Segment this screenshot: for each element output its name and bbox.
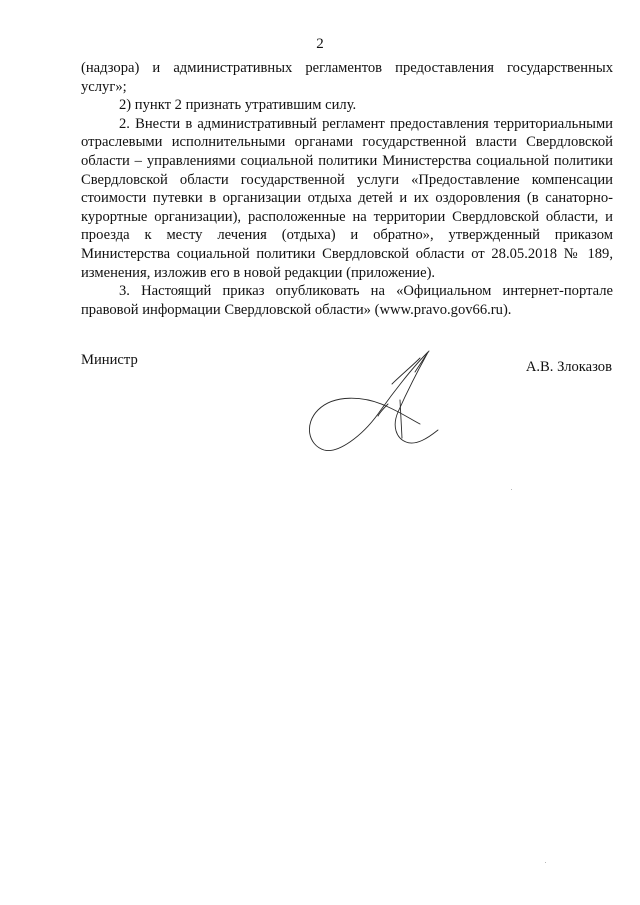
handwritten-signature-icon bbox=[300, 346, 450, 466]
paragraph-item-3: 3. Настоящий приказ опубликовать на «Официальном интернет-портале правовой информации Свердловской области» (www.pravo.gov66.ru). bbox=[81, 283, 613, 318]
document-body bbox=[81, 59, 613, 319]
signatory-name: А.В. Злоказов bbox=[525, 359, 612, 375]
page-number: 2 bbox=[316, 36, 324, 52]
scan-speck bbox=[545, 862, 546, 863]
paragraph-item-2: 2. Внести в административный регламент предоставления территориальными отраслевыми исполнительными органами государственной власти Свердловской области – управлениями социальной политики Министерства социальной политики Свердловской области государственной услуги «Предоставление компенсации стоимости путевки в организации отдыха детей и их оздоровления (в санаторно-курортные организации), расположенные на территории Свердловской области, и проезда к месту лечения (отдыха) и обратно», утвержденный приказом Министерства социальной политики Свердловской области от 28.05.2018 № 189, изменения, изложив его в новой редакции (приложение). bbox=[81, 115, 613, 281]
paragraph-point-2: 2) пункт 2 признать утратившим силу. bbox=[119, 97, 357, 114]
signatory-title: Министр bbox=[81, 352, 138, 368]
scan-speck bbox=[511, 489, 512, 490]
signature-block bbox=[0, 346, 640, 466]
paragraph-clause-ending: (надзора) и административных регламентов предоставления государственных услуг»; bbox=[81, 60, 613, 95]
